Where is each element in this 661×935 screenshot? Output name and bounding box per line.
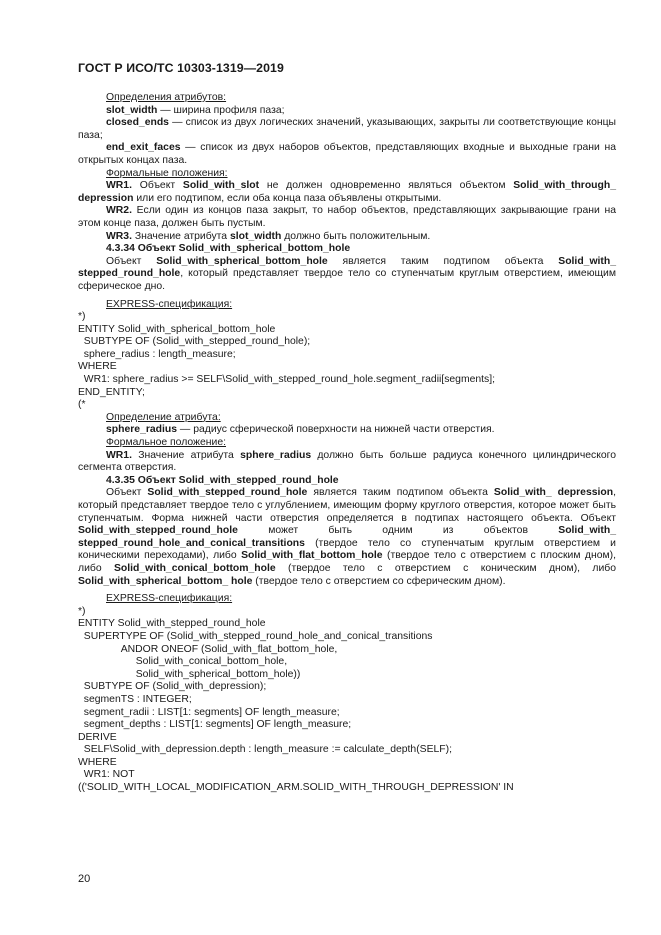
express-code-435: *) ENTITY Solid_with_stepped_round_hole SUPERTYPE OF (Solid_with_stepped_round_hole_and_conical_transitions ANDOR ONEOF (Solid_with_flat_bottom_hole, Solid_with_conical_bottom_hole, Solid_with_spherical_bottom_hole)) SUBTYPE OF (Solid_with_depression); segmenTS : INTEGER; segment_radii : LIST[1: segments] OF length_measure; segment_depths : LIST[1: segments] OF length_measure; DERIVE SELF\Solid_with_depression.depth : length_measure := calculate_depth(SELF); WHERE WR1: NOT (('SOLID_WITH_LOCAL_MODIFICATION_ARM.SOLID_WITH_THROUGH_DEPRESSION' IN [78,605,514,794]
page-content [78,92,616,795]
attr-slot-width: slot_width — ширина профиля паза; [106,104,285,116]
page-number: 20 [78,873,91,885]
section-heading-4-3-35: 4.3.35 Объект Solid_with_stepped_round_hole [106,474,339,486]
express-code-434: *) ENTITY Solid_with_spherical_bottom_hole SUBTYPE OF (Solid_with_stepped_round_hole); sphere_radius : length_measure; WHERE WR1: sphere_radius >= SELF\Solid_with_stepped_round_hole.segment_radii[segments]; END_ENTITY; (* [78,311,496,411]
rule-wr2: WR2. Если один из концов паза закрыт, то набор объектов, представляющих закрывающие грани на этом конце паза, должен быть пустым. [78,205,616,229]
section-434-description: Объект Solid_with_spherical_bottom_hole является таким подтипом объекта Solid_with_ stepped_round_hole, который представляет твердое тело со ступенчатым круглым отверстием, имеющим сферическое дно. [78,255,616,292]
attr-closed-ends: closed_ends — список из двух логических значений, указывающих, закрыты ли соответствующие концы паза; [78,117,616,141]
attr-def-heading-434: Определение атрибута: [106,411,221,423]
formal-heading-434: Формальное положение: [106,437,226,449]
rule-wr3: WR3. Значение атрибута slot_width должно быть положительным. [106,230,431,242]
rule-wr1-434: WR1. Значение атрибута sphere_radius должно быть больше радиуса конечного цилиндрического сегмента отверстия. [78,449,616,474]
express-label-435: EXPRESS-спецификация: [106,593,233,605]
section-heading-4-3-34: 4.3.34 Объект Solid_with_spherical_bottom_hole [106,243,351,255]
attr-end-exit-faces: end_exit_faces — список из двух наборов объектов, представляющих входные и выходные грани на открытых концах паза. [78,142,616,166]
rule-wr1: WR1. Объект Solid_with_slot не должен одновременно являться объектом Solid_with_through_ depression или его подтипом, если оба конца паза объявлены открытыми. [78,180,616,204]
document-header: ГОСТ Р ИСО/ТС 10303-1319—2019 [78,61,284,75]
attr-sphere-radius: sphere_radius — радиус сферической поверхности на нижней части отверстия. [106,424,495,436]
attr-defs-heading: Определения атрибутов: [106,92,227,103]
section-435-description: Объект Solid_with_stepped_round_hole является таким подтипом объекта Solid_with_ depression, который представляет твердое тело с углублением, имеющим форму круглого отверстия, которое может быть ступенчатым. Форма нижней части отверстия определяется в подтипах настоящего объекта. Объект Solid_with_stepped_round_hole может быть одним из объектов Solid_with_ stepped_round_hole_and_conical_transitions (твердое тело со ступенчатым круглым отверстием и коническими переходами), либо Solid_with_flat_bottom_hole (твердое тело с отверстием с плоским дном), либо Solid_with_conical_bottom_hole (твердое тело с отверстием с коническим дном), либо Solid_with_spherical_bottom_ hole (твердое тело с отверстием со сферическим дном). [78,487,616,587]
express-label-434: EXPRESS-спецификация: [106,298,233,310]
formal-heading: Формальные положения: [106,167,228,179]
